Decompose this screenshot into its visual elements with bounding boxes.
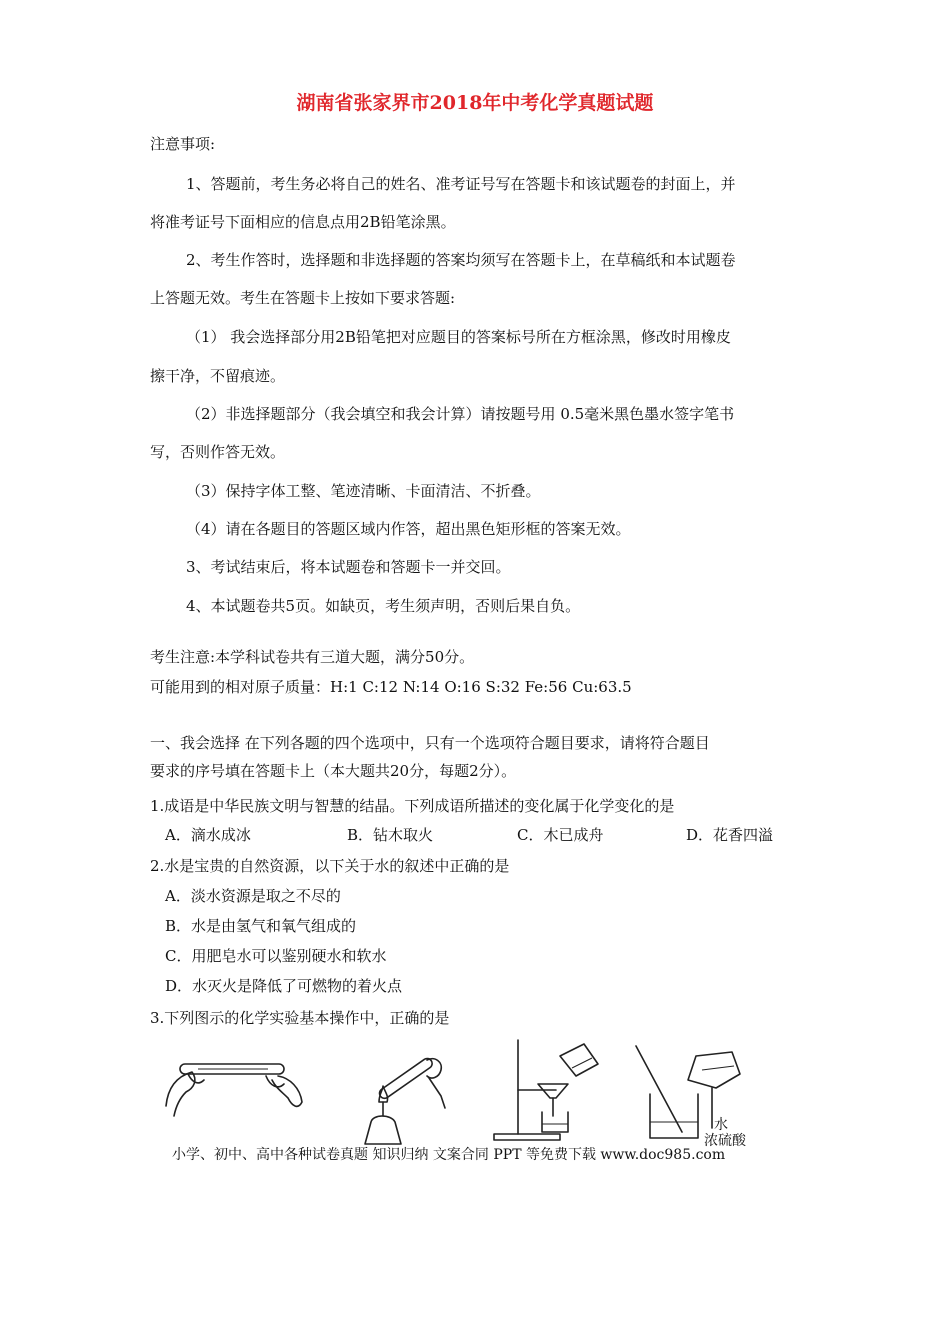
figure-b-alcohol-lamp-tube: [345, 1036, 455, 1148]
question-2-option-a: A．淡水资源是取之不尽的: [165, 887, 341, 905]
footer-watermark: 小学、初中、高中各种试卷真题 知识归纳 文案合同 PPT 等免费下载 www.doc985.com: [172, 1147, 726, 1163]
question-2-option-d: D．水灭火是降低了可燃物的着火点: [165, 977, 403, 995]
notice-sub-4: （4）请在各题目的答题区域内作答，超出黑色矩形框的答案无效。: [186, 520, 631, 538]
notice-sub-3: （3）保持字体工整、笔迹清晰、卡面清洁、不折叠。: [186, 482, 541, 500]
atomic-masses: 可能用到的相对原子质量：H:1 C:12 N:14 O:16 S:32 Fe:56 Cu:63.5: [150, 678, 632, 696]
question-1-option-a: A．滴水成冰: [165, 826, 251, 844]
notice-sub-2-line-1: （2）非选择题部分（我会填空和我会计算）请按题号用 0.5毫米黑色墨水签字笔书: [186, 405, 735, 423]
question-1-option-c: C．木已成舟: [517, 826, 604, 844]
figure-c-filtration: [488, 1036, 613, 1148]
question-1-stem: 1.成语是中华民族文明与智慧的结晶。下列成语所描述的变化属于化学变化的是: [150, 797, 675, 815]
question-1-option-b: B．钻木取火: [347, 826, 434, 844]
label-water: 水: [714, 1117, 728, 1133]
figure-a-hands-holding-tube: [158, 1036, 308, 1148]
notice-sub-2-line-2: 写，否则作答无效。: [150, 443, 286, 461]
notice-sub-1-line-2: 擦干净，不留痕迹。: [150, 367, 286, 385]
notice-sub-1-line-1: （1） 我会选择部分用2B铅笔把对应题目的答案标号所在方框涂黑，修改时用橡皮: [186, 328, 731, 346]
question-2-option-b: B．水是由氢气和氧气组成的: [165, 917, 357, 935]
notice-item-1-line-1: 1、答题前，考生务必将自己的姓名、准考证号写在答题卡和该试题卷的封面上，并: [186, 175, 736, 193]
label-concentrated-sulfuric-acid: 浓硫酸: [704, 1133, 746, 1149]
section-1-line-1: 一、我会选择 在下列各题的四个选项中，只有一个选项符合题目要求，请将符合题目: [150, 734, 710, 752]
question-1-option-d: D．花香四溢: [686, 826, 774, 844]
page-title: 湖南省张家界市2018年中考化学真题试题: [296, 92, 654, 114]
notice-item-2-line-2: 上答题无效。考生在答题卡上按如下要求答题:: [150, 289, 456, 307]
section-1-line-2: 要求的序号填在答题卡上（本大题共20分，每题2分）。: [150, 762, 517, 780]
question-2-option-c: C．用肥皂水可以鉴别硬水和软水: [165, 947, 387, 965]
notice-item-1-line-2: 将准考证号下面相应的信息点用2B铅笔涂黑。: [150, 213, 456, 231]
notice-item-3: 3、考试结束后，将本试题卷和答题卡一并交回。: [186, 558, 511, 576]
notice-item-4: 4、本试题卷共5页。如缺页，考生须声明，否则后果自负。: [186, 597, 581, 615]
question-2-stem: 2.水是宝贵的自然资源，以下关于水的叙述中正确的是: [150, 857, 510, 875]
notice-heading: 注意事项:: [150, 135, 216, 153]
exam-note: 考生注意:本学科试卷共有三道大题，满分50分。: [150, 648, 475, 666]
notice-item-2-line-1: 2、考生作答时，选择题和非选择题的答案均须写在答题卡上，在草稿纸和本试题卷: [186, 251, 736, 269]
question-3-stem: 3.下列图示的化学实验基本操作中，正确的是: [150, 1009, 450, 1027]
